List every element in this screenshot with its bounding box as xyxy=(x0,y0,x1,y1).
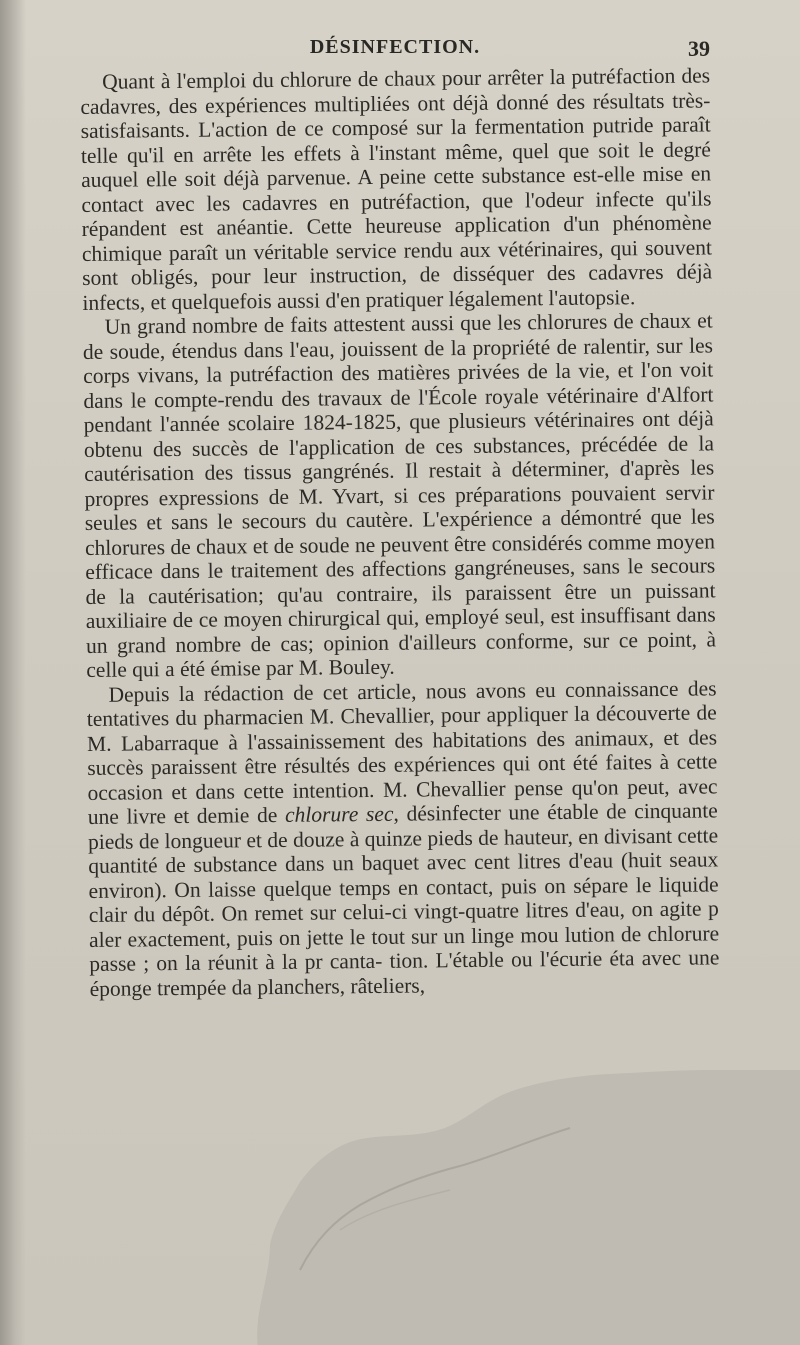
running-head xyxy=(80,36,710,66)
paragraph-3-italic: chlorure sec xyxy=(284,801,394,827)
paragraph-3-text-a: Depuis la rédaction de cet article, nous avons eu connaissance des tentatives du pharmacien M. Chevallier, pour appliquer la découverte de M. Labarraque à l'assainissement des habitations des animaux, et des succès paraissent être résultés des expériences qui ont été faites à cette occasion et dans cette intention. M. Chevallier pense qu'on peut, avec une livre et demie de xyxy=(86,675,718,829)
paragraph-3 xyxy=(86,676,719,1001)
binding-shadow xyxy=(0,0,26,1345)
page-number: 39 xyxy=(688,36,710,61)
paragraph-3-text-b: , désinfecter une étable de cinquante pieds de longueur et de douze à quinze pieds de hauteur, en divisant cette quantité de substance dans un baquet avec cent litres d'eau (huit seaux environ). On laisse quelque temps en contact, puis on sépare le liquide clair du dépôt. On remet sur celui-ci vingt-quatre litres d'eau, on agite p aler exactement, puis on jette le tout sur un linge mou lution de chlorure passe ; on la réunit à la pr canta- tion. L'étable ou l'écurie éta avec une éponge trempée da planchers, râteliers, xyxy=(87,798,720,1001)
paragraph-2: Un grand nombre de faits attestent aussi que les chlorures de chaux et de soude, étendus dans l'eau, jouissent de la propriété de ralentir, sur les corps vivans, la putréfaction des matières privées de la vie, et l'on voit dans le compte-rendu des travaux de l'École royale vétérinaire d'Alfort pendant l'année scolaire 1824-1825, que plusieurs vétérinaires ont déjà obtenu des succès de l'application de ces substances, précédée de la cautérisation des tissus gangrénés. Il restait à déterminer, d'après les propres expressions de M. Yvart, si ces préparations pouvaient servir seules et sans le secours du cautère. L'expérience a démontré que les chlorures de chaux et de soude ne peuvent être considérés comme moyen efficace dans le traitement des affections gangréneuses, sans le secours de la cautérisation; qu'au contraire, ils paraissent être un puissant auxiliaire de ce moyen chirurgical qui, employé seul, est insuffisant dans un grand nombre de cas; opinion d'ailleurs conforme, sur ce point, à celle qui a été émise par M. Bouley. xyxy=(82,308,717,682)
body-text xyxy=(80,63,720,1001)
torn-paper-damage xyxy=(240,1070,800,1345)
paragraph-1: Quant à l'emploi du chlorure de chaux pour arrêter la putréfaction des cadavres, des expériences multipliées ont déjà donné des résultats très-satisfaisants. L'action de ce composé sur la fermentation putride paraît telle qu'il en arrête les effets à l'instant même, quel que soit le degré auquel elle soit déjà parvenue. A peine cette substance est-elle mise en contact avec les cadavres en putréfaction, que l'odeur infecte qu'ils répandent est anéantie. Cette heureuse application d'un phénomène chimique paraît un véritable service rendu aux vétérinaires, qui souvent sont obligés, pour leur instruction, de disséquer des cadavres déjà infects, et quelquefois aussi d'en pratiquer légalement l'autopsie. xyxy=(80,63,713,315)
page-title: DÉSINFECTION. xyxy=(309,36,481,58)
